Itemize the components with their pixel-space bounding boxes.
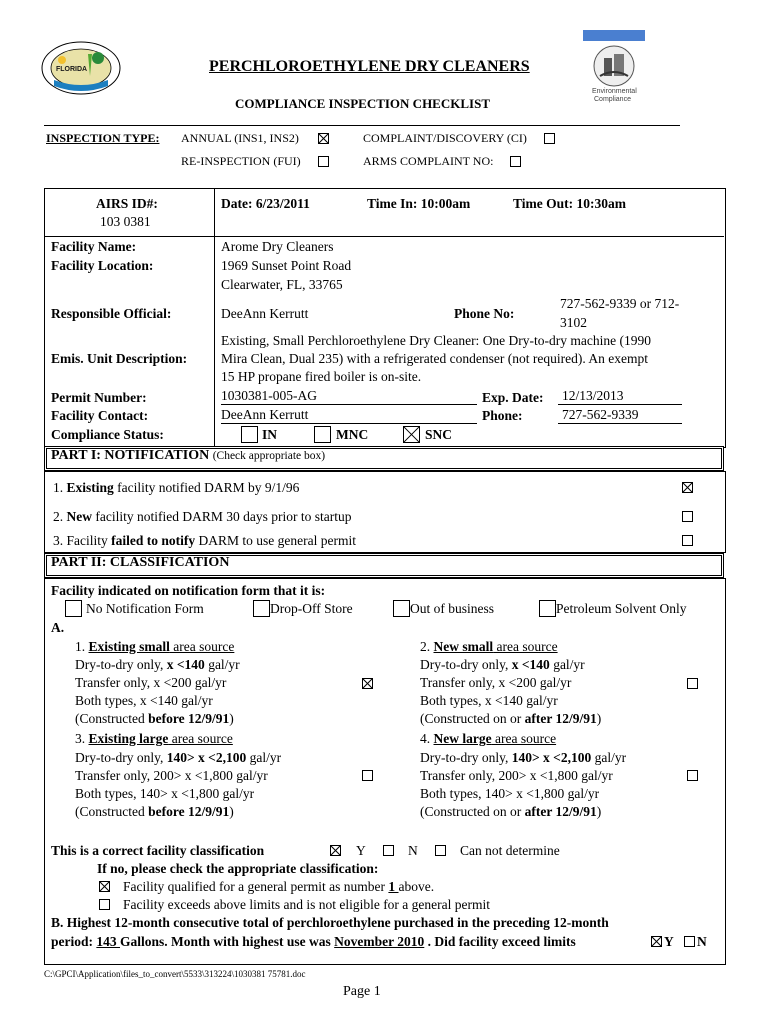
c4-l4b: after 12/9/91	[524, 804, 597, 819]
facility-divider	[214, 188, 215, 446]
part1-item-3-checkbox[interactable]	[682, 535, 693, 546]
exceed-yes-label: Y	[664, 934, 674, 949]
inspection-type-label: INSPECTION TYPE:	[46, 131, 160, 145]
qualified-b: above.	[398, 879, 435, 894]
logo-caption-2: Compliance	[594, 96, 631, 103]
section-b-line-2	[51, 934, 576, 950]
qualified-a: Facility qualified for a general permit as number	[123, 879, 389, 894]
petroleum-checkbox[interactable]	[539, 600, 556, 617]
page-number: Page 1	[343, 984, 381, 999]
responsible-official-label: Responsible Official:	[51, 306, 172, 321]
dropoff-checkbox[interactable]	[253, 600, 270, 617]
environmental-compliance-logo	[582, 30, 652, 106]
facility-name-label: Facility Name:	[51, 239, 137, 254]
phone-value-2: 3102	[560, 315, 587, 330]
class-3-line-2: Transfer only, 200> x <1,800 gal/yr	[75, 768, 268, 783]
b-period: period:	[51, 934, 97, 949]
complaint-label: COMPLAINT/DISCOVERY (CI)	[363, 131, 527, 145]
reinspection-checkbox[interactable]	[318, 156, 329, 167]
c4-title: New large	[433, 731, 492, 746]
complaint-checkbox[interactable]	[544, 133, 555, 144]
class-3-checkbox[interactable]	[362, 770, 373, 781]
class-2-heading	[420, 639, 558, 655]
compliance-status-label: Compliance Status:	[51, 427, 164, 442]
class-4-line-2: Transfer only, 200> x <1,800 gal/yr	[420, 768, 613, 783]
class-4-checkbox[interactable]	[687, 770, 698, 781]
class-2-line-3: Both types, x <140 gal/yr	[420, 693, 558, 708]
phone-label: Phone No:	[454, 306, 515, 321]
class-4-line-1	[420, 750, 626, 766]
item2-bold: New	[66, 509, 92, 524]
class-4-line-4	[420, 804, 601, 820]
exp-underline	[558, 404, 682, 405]
footer-file-path: C:\GPCI\Application\files_to_convert\5533\313224\1030381 75781.doc	[44, 969, 306, 979]
c1-l4a: (Constructed	[75, 711, 149, 726]
class-2-line-1	[420, 657, 585, 673]
c4-num: 4.	[420, 731, 434, 746]
section-b-line-1: B. Highest 12-month consecutive total of perchloroethylene purchased in the preceding 12-month	[51, 915, 609, 930]
florida-logo-text: FLORIDA	[56, 66, 88, 73]
c4-suffix: area source	[491, 731, 557, 746]
out-of-business-label: Out of business	[410, 601, 494, 616]
inspection-date: Date: 6/23/2011	[221, 196, 310, 211]
out-of-business-checkbox[interactable]	[393, 600, 410, 617]
c2-l1c: gal/yr	[549, 657, 585, 672]
c1-l1b: x <140	[166, 657, 205, 672]
c1-num: 1.	[75, 639, 89, 654]
part1-item-2-checkbox[interactable]	[682, 511, 693, 522]
class-2-line-2: Transfer only, x <200 gal/yr	[420, 675, 572, 690]
class-3-heading	[75, 731, 233, 747]
exp-date-label: Exp. Date:	[482, 390, 544, 405]
c1-l1c: gal/yr	[204, 657, 240, 672]
correct-classification-label: This is a correct facility classification	[51, 843, 265, 858]
c2-l4a: (Constructed on or	[420, 711, 525, 726]
part2-heading	[44, 553, 724, 578]
annual-label: ANNUAL (INS1, INS2)	[181, 131, 299, 145]
time-out: Time Out: 10:30am	[513, 196, 626, 211]
class-4-line-3: Both types, 140> x <1,800 gal/yr	[420, 786, 600, 801]
part1-note: (Check appropriate box)	[212, 450, 326, 462]
item1-text: facility notified DARM by 9/1/96	[113, 480, 300, 495]
c4-l4a: (Constructed on or	[420, 804, 525, 819]
contact-phone-underline	[558, 423, 682, 424]
part1-item-1-checkbox[interactable]	[682, 482, 693, 493]
time-in: Time In: 10:00am	[367, 196, 471, 211]
facility-contact-value: DeeAnn Kerrutt	[221, 407, 309, 422]
c1-l4b: before 12/9/91	[148, 711, 230, 726]
b-month: November 2010	[334, 934, 425, 949]
airs-label: AIRS ID#:	[96, 196, 158, 211]
c2-l4b: after 12/9/91	[524, 711, 597, 726]
c2-title: New small	[433, 639, 494, 654]
responsible-official-value: DeeAnn Kerrutt	[221, 306, 309, 321]
class-4-heading	[420, 731, 556, 747]
phone-value-1: 727-562-9339 or 712-	[560, 296, 680, 311]
exceed-no-checkbox[interactable]	[684, 936, 695, 947]
title-rule	[44, 125, 680, 126]
c2-num: 2.	[420, 639, 434, 654]
c3-num: 3.	[75, 731, 89, 746]
class-1-line-4	[75, 711, 234, 727]
class-1-heading	[75, 639, 234, 655]
emis-line-2: Mira Clean, Dual 235) with a refrigerated condenser (not required). An exempt	[221, 351, 648, 366]
part2-title: PART II: CLASSIFICATION	[51, 555, 230, 570]
airs-value: 103 0381	[100, 214, 151, 229]
class-3-line-1	[75, 750, 281, 766]
facility-top-rule	[44, 236, 724, 237]
item3-num: 3. Facility	[53, 533, 112, 548]
item1-num: 1.	[53, 480, 67, 495]
correct-yes-checkbox[interactable]	[330, 845, 341, 856]
status-mnc-label: MNC	[336, 427, 369, 442]
class-1-line-2: Transfer only, x <200 gal/yr	[75, 675, 227, 690]
c3-l4a: (Constructed	[75, 804, 149, 819]
class-1-checkbox[interactable]	[362, 678, 373, 689]
emis-line-1: Existing, Small Perchloroethylene Dry Cleaner: One Dry-to-dry machine (1990	[221, 333, 652, 348]
correct-no-label: N	[408, 843, 418, 858]
florida-logo	[40, 40, 122, 96]
contact-phone-label: Phone:	[482, 408, 523, 423]
exceeds-text: Facility exceeds above limits and is not eligible for a general permit	[123, 897, 491, 912]
address-line-1: 1969 Sunset Point Road	[221, 258, 352, 273]
class-3-line-3: Both types, 140> x <1,800 gal/yr	[75, 786, 255, 801]
c3-suffix: area source	[168, 731, 233, 746]
status-snc-checkbox[interactable]	[403, 426, 420, 443]
qualified-number: 1	[388, 879, 399, 894]
class-3-line-4	[75, 804, 234, 820]
cannot-determine-label: Can not determine	[460, 843, 560, 858]
no-notification-label: No Notification Form	[86, 601, 204, 616]
c3-l4c: )	[229, 804, 234, 819]
contact-phone-value: 727-562-9339	[562, 407, 639, 422]
item1-bold: Existing	[66, 480, 114, 495]
facility-contact-label: Facility Contact:	[51, 408, 149, 423]
dropoff-label: Drop-Off Store	[270, 601, 353, 616]
c4-l1a: Dry-to-dry only,	[420, 750, 512, 765]
item2-text: facility notified DARM 30 days prior to startup	[92, 509, 352, 524]
part1-title: PART I: NOTIFICATION	[51, 448, 210, 463]
c1-l4c: )	[229, 711, 234, 726]
emis-unit-label: Emis. Unit Description:	[51, 351, 188, 366]
exp-date-value: 12/13/2013	[562, 388, 624, 403]
b-month-label: Gallons. Month with highest use was	[120, 934, 335, 949]
address-line-2: Clearwater, FL, 33765	[221, 277, 343, 292]
c3-title: Existing large	[88, 731, 169, 746]
c3-l1b: 140> x <2,100	[166, 750, 247, 765]
c4-l1b: 140> x <2,100	[511, 750, 592, 765]
reinspection-label: RE-INSPECTION (FUI)	[181, 154, 301, 168]
if-no-label: If no, please check the appropriate classification:	[97, 861, 379, 876]
petroleum-label: Petroleum Solvent Only	[556, 601, 687, 616]
permit-number-label: Permit Number:	[51, 390, 147, 405]
page-title: PERCHLOROETHYLENE DRY CLEANERS	[209, 58, 530, 75]
status-in-label: IN	[262, 427, 278, 442]
b-gallons: 143	[96, 934, 120, 949]
part1-heading	[44, 446, 724, 471]
class-2-checkbox[interactable]	[687, 678, 698, 689]
c2-l1a: Dry-to-dry only,	[420, 657, 512, 672]
permit-number-value: 1030381-005-AG	[221, 388, 317, 403]
correct-yes-label: Y	[356, 843, 366, 858]
part1-item-1	[53, 480, 299, 496]
c2-l4c: )	[596, 711, 602, 726]
facility-name-value: Arome Dry Cleaners	[221, 239, 334, 254]
no-notification-checkbox[interactable]	[65, 600, 82, 617]
section-a-label: A.	[51, 620, 65, 635]
c3-l4b: before 12/9/91	[148, 804, 230, 819]
arms-label: ARMS COMPLAINT NO:	[363, 154, 494, 168]
correct-no-checkbox[interactable]	[383, 845, 394, 856]
exceed-no-label: N	[697, 934, 707, 949]
class-1-line-1	[75, 657, 240, 673]
emis-line-3: 15 HP propane fired boiler is on-site.	[221, 369, 422, 384]
part1-item-3	[53, 533, 356, 549]
c4-l4c: )	[596, 804, 602, 819]
logo-caption-1: Environmental	[592, 88, 637, 95]
annual-checkbox[interactable]	[318, 133, 329, 144]
c2-suffix: area source	[493, 639, 558, 654]
c2-l1b: x <140	[511, 657, 550, 672]
facility-location-label: Facility Location:	[51, 258, 154, 273]
qualified-text	[123, 879, 434, 895]
item2-num: 2.	[53, 509, 67, 524]
exceeds-checkbox[interactable]	[99, 899, 110, 910]
item3-text: DARM to use general permit	[195, 533, 356, 548]
c3-l1c: gal/yr	[246, 750, 282, 765]
b-exceed-label: . Did facility exceed limits	[424, 934, 576, 949]
c1-title: Existing small	[88, 639, 170, 654]
page-subtitle: COMPLIANCE INSPECTION CHECKLIST	[235, 96, 490, 111]
item3-bold: failed to notify	[111, 533, 196, 548]
part1-item-2	[53, 509, 351, 525]
status-in-checkbox[interactable]	[241, 426, 258, 443]
indicated-label: Facility indicated on notification form that it is:	[51, 583, 326, 598]
c4-l1c: gal/yr	[591, 750, 627, 765]
class-1-line-3: Both types, x <140 gal/yr	[75, 693, 213, 708]
permit-underline	[221, 404, 477, 405]
class-2-line-4	[420, 711, 601, 727]
exceed-yes-checkbox[interactable]	[651, 936, 662, 947]
qualified-checkbox[interactable]	[99, 881, 110, 892]
status-snc-label: SNC	[425, 427, 453, 442]
c1-l1a: Dry-to-dry only,	[75, 657, 167, 672]
arms-checkbox[interactable]	[510, 156, 521, 167]
cannot-determine-checkbox[interactable]	[435, 845, 446, 856]
c3-l1a: Dry-to-dry only,	[75, 750, 167, 765]
c1-suffix: area source	[169, 639, 235, 654]
contact-underline	[221, 423, 477, 424]
status-mnc-checkbox[interactable]	[314, 426, 331, 443]
